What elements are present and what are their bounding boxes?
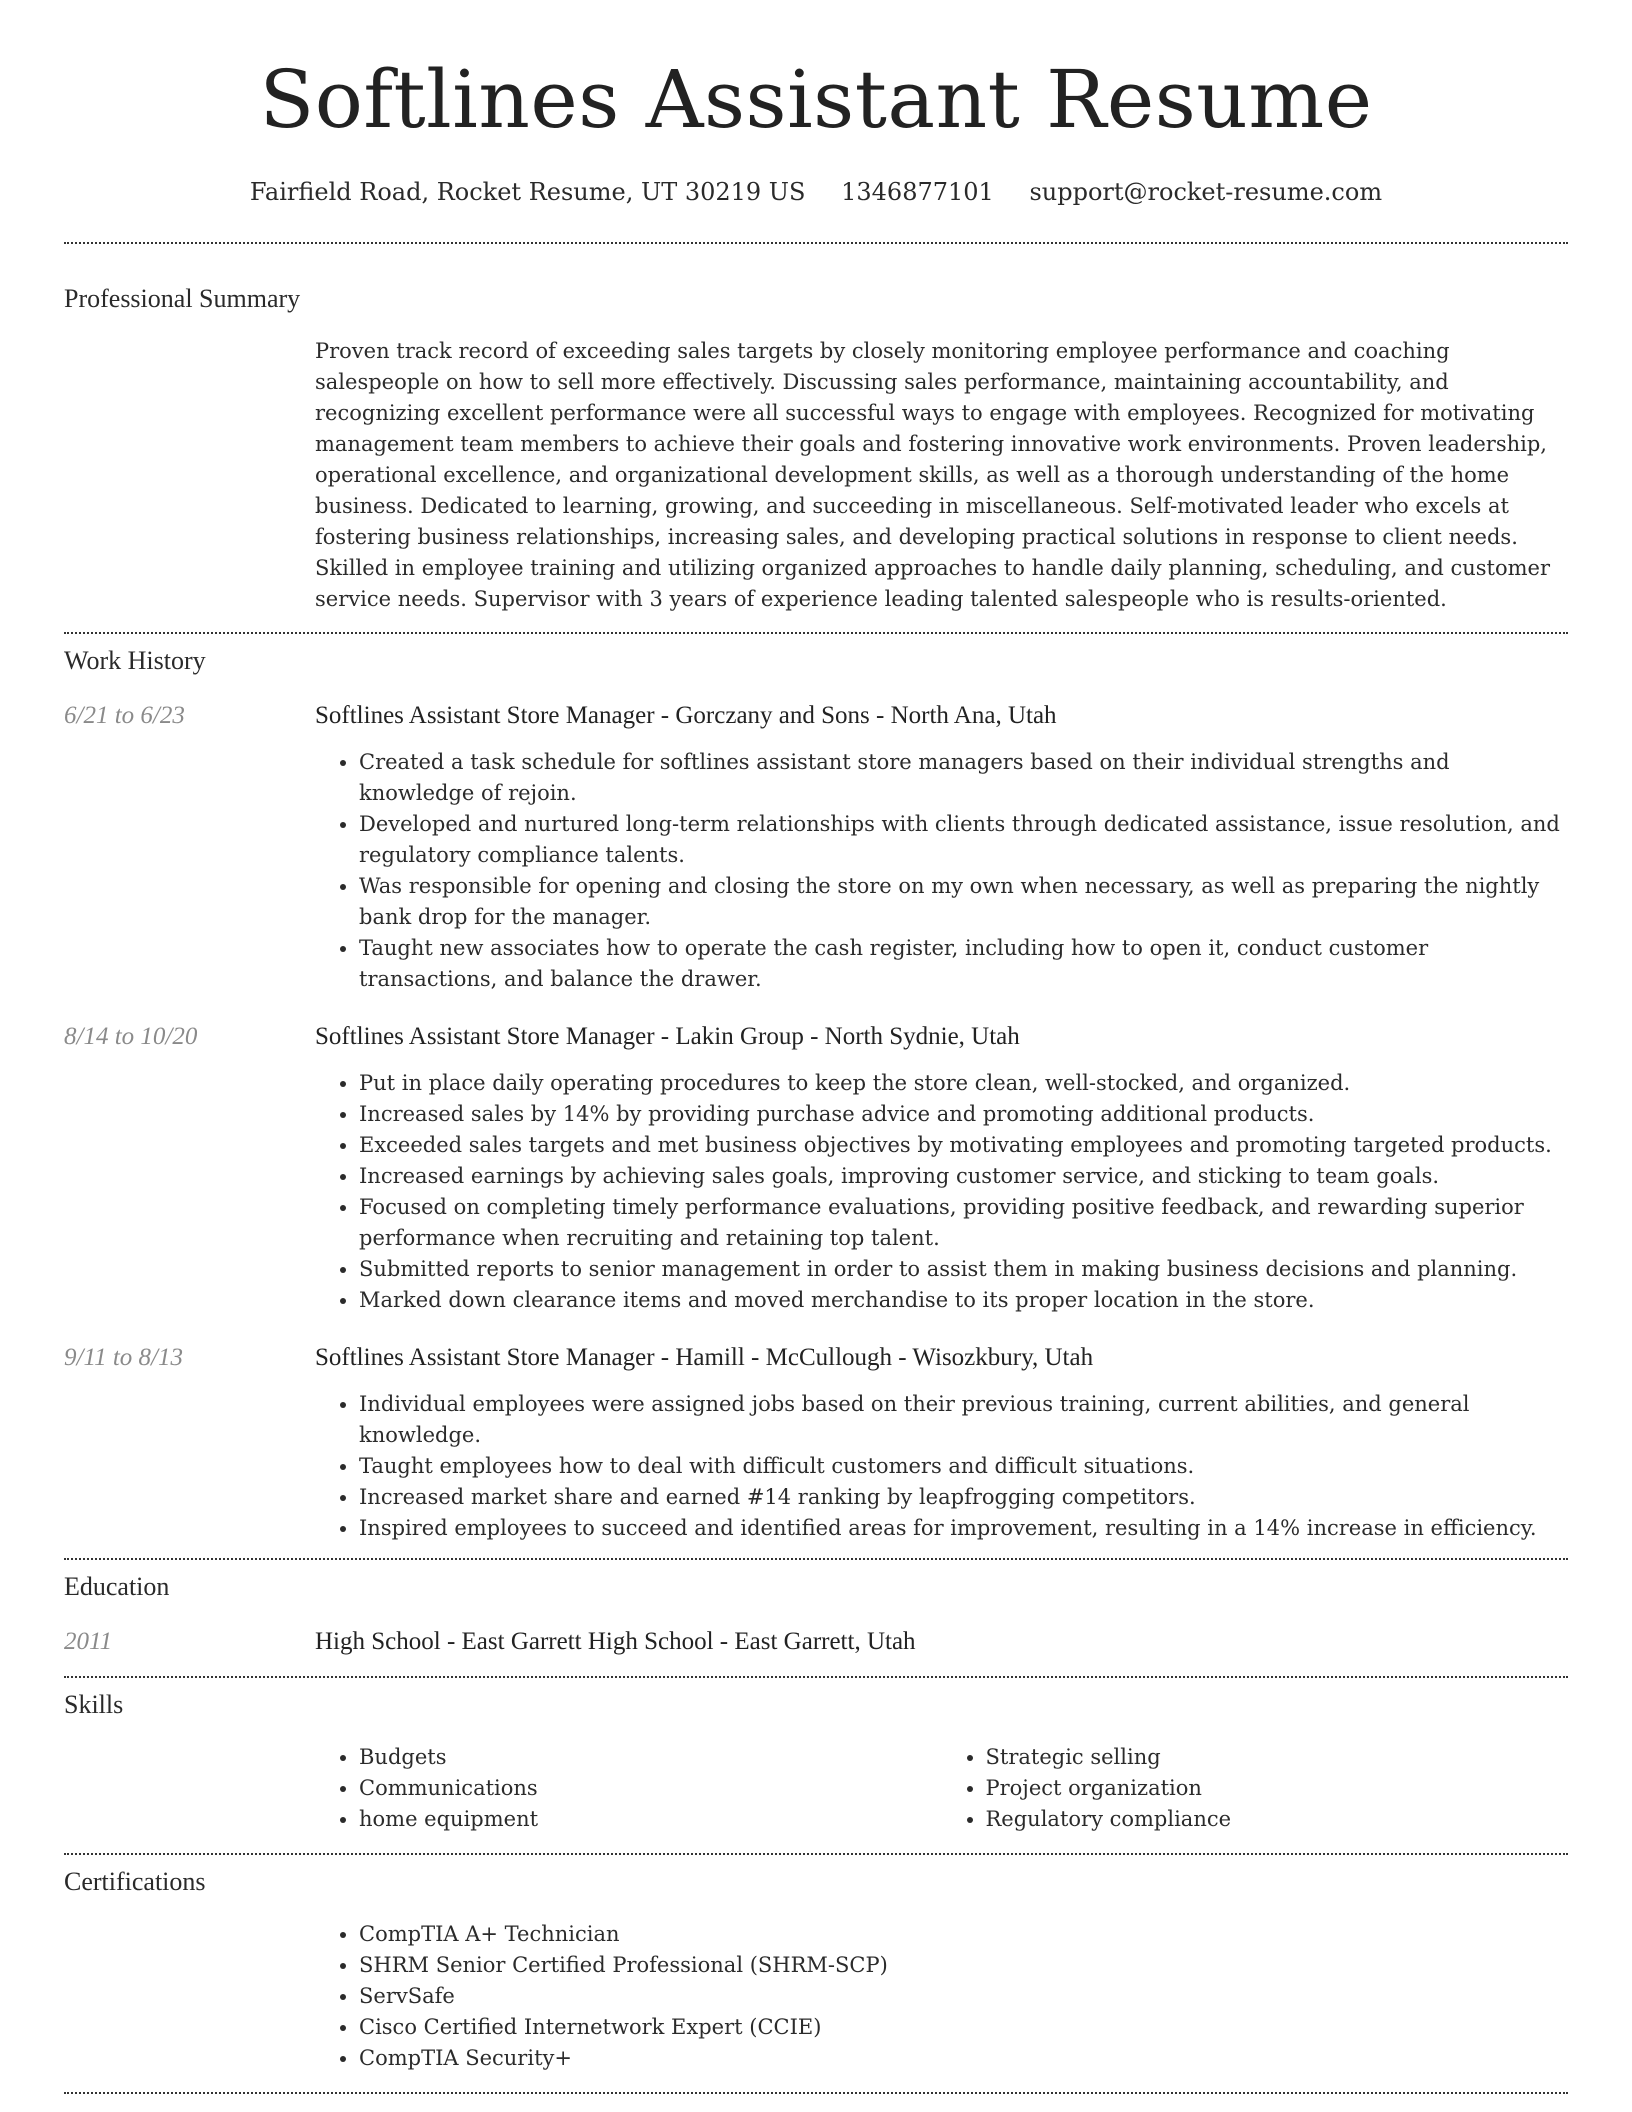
list-item: • Project organization [986, 1773, 1569, 1804]
list-item: • Increased market share and earned #14 ranking by leapfrogging competitors. [359, 1482, 1568, 1513]
job-title: Softlines Assistant Store Manager - Lakin Group - North Sydnie, Utah [315, 1023, 1020, 1050]
job-bullets [315, 1389, 1568, 1544]
divider [64, 1558, 1568, 1560]
summary-text: Proven track record of exceeding sales targets by closely monitoring employee performance and coaching salespeople on how to sell more effectively. Discussing sales performance, maintaining accountability, and recognizing excellent performance were all successful ways to engage with employees. Recognized for motivating management team members to achieve their goals and fostering innovative work environments. Proven leadership, operational excellence, and organizational development skills, as well as a thorough understanding of the home business. Dedicated to learning, growing, and succeeding in miscellaneous. Self-motivated leader who excels at fostering business relationships, increasing sales, and developing practical solutions in response to client needs. Skilled in employee training and utilizing organized approaches to handle daily planning, scheduling, and customer service needs. Supervisor with 3 years of experience leading talented salespeople who is results-oriented. [315, 339, 1551, 611]
divider [64, 632, 1568, 634]
certifications-list [315, 1919, 1568, 2074]
list-item: • Submitted reports to senior management in order to assist them in making business decisions and planning. [359, 1254, 1568, 1285]
list-item: • Budgets [359, 1742, 942, 1773]
list-item: • CompTIA Security+ [359, 2043, 1568, 2074]
list-item: • Put in place daily operating procedures to keep the store clean, well-stocked, and organized. [359, 1068, 1568, 1099]
divider [64, 2092, 1568, 2094]
list-item: • Cisco Certified Internetwork Expert (CCIE) [359, 2012, 1568, 2043]
list-item: • Taught employees how to deal with difficult customers and difficult situations. [359, 1451, 1568, 1482]
section-heading-skills: Skills [64, 1690, 124, 1719]
job-dates: 9/11 to 8/13 [64, 1344, 183, 1371]
email-link[interactable]: support@rocket-resume.com [1029, 178, 1383, 206]
divider [64, 1676, 1568, 1678]
list-item: • Marked down clearance items and moved merchandise to its proper location in the store. [359, 1285, 1568, 1316]
list-item: • CompTIA A+ Technician [359, 1919, 1568, 1950]
list-item: • Increased earnings by achieving sales goals, improving customer service, and sticking to team goals. [359, 1161, 1568, 1192]
list-item: • Focused on completing timely performance evaluations, providing positive feedback, and rewarding superior performance when recruiting and retaining top talent. [359, 1192, 1568, 1254]
list-item: • Was responsible for opening and closing the store on my own when necessary, as well as preparing the nightly bank drop for the manager. [359, 871, 1568, 933]
list-item: • Taught new associates how to operate the cash register, including how to open it, conduct customer transactions, and balance the drawer. [359, 933, 1568, 995]
list-item: • Regulatory compliance [986, 1804, 1569, 1835]
skills-grid [315, 1742, 1568, 1835]
education-year: 2011 [64, 1628, 113, 1655]
divider [64, 1853, 1568, 1855]
education-text: High School - East Garrett High School - East Garrett, Utah [315, 1628, 916, 1655]
job-title: Softlines Assistant Store Manager - Gorczany and Sons - North Ana, Utah [315, 702, 1057, 729]
list-item: • Increased sales by 14% by providing purchase advice and promoting additional products. [359, 1099, 1568, 1130]
job-entry [64, 1023, 1568, 1051]
list-item: • Developed and nurtured long-term relationships with clients through dedicated assistance, issue resolution, and regulatory compliance talents. [359, 809, 1568, 871]
job-dates: 6/21 to 6/23 [64, 702, 185, 729]
job-entry [64, 702, 1568, 730]
job-bullets [315, 1068, 1568, 1316]
list-item: • Strategic selling [986, 1742, 1569, 1773]
education-entry [64, 1628, 1568, 1656]
section-heading-summary: Professional Summary [64, 284, 301, 313]
list-item: • Individual employees were assigned jobs based on their previous training, current abilities, and general knowledge. [359, 1389, 1568, 1451]
section-heading-certifications: Certifications [64, 1867, 206, 1896]
list-item: • Created a task schedule for softlines assistant store managers based on their individual strengths and knowledge of rejoin. [359, 747, 1568, 809]
skills-list-left [315, 1742, 942, 1835]
section-heading-education: Education [64, 1572, 170, 1601]
contact-line [64, 178, 1568, 208]
list-item: • ServSafe [359, 1981, 1568, 2012]
phone-text: 1346877101 [841, 178, 994, 206]
list-item: • Exceeded sales targets and met business objectives by motivating employees and promoting targeted products. [359, 1130, 1568, 1161]
job-bullets [315, 747, 1568, 995]
list-item: • Communications [359, 1773, 942, 1804]
section-heading-work-history: Work History [64, 646, 206, 675]
resume-title: Softlines Assistant Resume [259, 53, 1373, 146]
skills-list-right [942, 1742, 1569, 1835]
list-item: • SHRM Senior Certified Professional (SHRM-SCP) [359, 1950, 1568, 1981]
list-item: • home equipment [359, 1804, 942, 1835]
resume-page [64, 0, 1568, 2094]
list-item: • Inspired employees to succeed and identified areas for improvement, resulting in a 14% increase in efficiency. [359, 1513, 1568, 1544]
address-text: Fairfield Road, Rocket Resume, UT 30219 US [249, 178, 806, 206]
divider [64, 242, 1568, 244]
job-title: Softlines Assistant Store Manager - Hamill - McCullough - Wisozkbury, Utah [315, 1344, 1094, 1371]
job-dates: 8/14 to 10/20 [64, 1023, 198, 1050]
job-entry [64, 1344, 1568, 1372]
